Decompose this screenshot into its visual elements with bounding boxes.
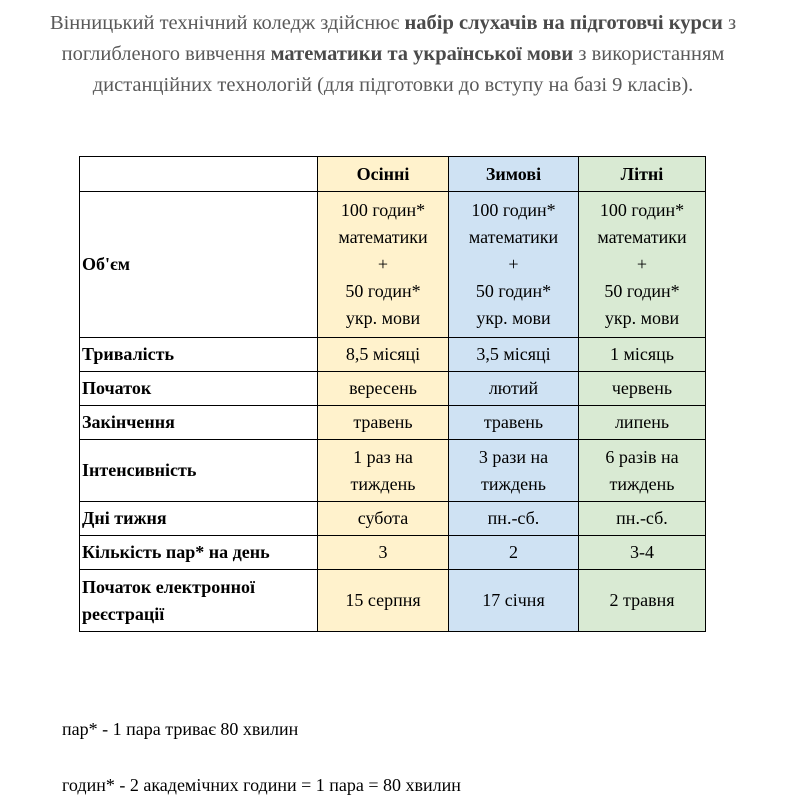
volume-line: + — [636, 254, 648, 274]
volume-line: 100 годин* — [599, 200, 685, 220]
table-cell: липень — [579, 406, 706, 440]
table-row — [80, 192, 706, 338]
row-label: Закінчення — [80, 406, 318, 440]
intro-text — [40, 8, 746, 101]
volume-line: + — [508, 254, 519, 274]
table-cell: субота — [318, 502, 449, 536]
table-row — [80, 372, 706, 406]
volume-line: 50 годин* — [475, 281, 552, 301]
header-winter: Зимові — [449, 157, 579, 192]
table-row — [80, 406, 706, 440]
header-empty-cell — [80, 157, 318, 192]
table-cell: лютий — [449, 372, 579, 406]
volume-line: + — [377, 254, 389, 274]
table-cell: 3-4 — [579, 536, 706, 570]
volume-line: математики — [338, 227, 428, 247]
table-row — [80, 536, 706, 570]
cell-line: 3 рази на — [478, 446, 549, 467]
header-row — [80, 157, 706, 192]
intro-bold: математики та української мови — [270, 43, 574, 65]
volume-line: укр. мови — [604, 308, 680, 328]
cell-line: тиждень — [350, 473, 416, 494]
table-cell: червень — [579, 372, 706, 406]
volume-cell-winter — [449, 192, 579, 338]
table-cell: травень — [318, 406, 449, 440]
cell-line: тиждень — [481, 473, 546, 494]
row-label: Інтенсивність — [80, 440, 318, 502]
volume-line: укр. мови — [476, 308, 551, 328]
intro-part: з поглибленого вивчення — [61, 12, 737, 65]
table-cell: 1 місяць — [579, 338, 706, 372]
table-cell: 17 січня — [449, 570, 579, 632]
table-cell: 3 — [318, 536, 449, 570]
cell-line: 1 раз на — [353, 446, 413, 467]
table-cell — [579, 440, 706, 502]
volume-cell-autumn — [318, 192, 449, 338]
row-label: Об'єм — [80, 192, 318, 338]
volume-line: 100 годин* — [340, 200, 426, 220]
volume-line: 100 годин* — [471, 200, 556, 220]
table-cell — [449, 440, 579, 502]
intro-part: з використанням дистанційних технологій (для підготовки до вступу на базі 9 класів). — [92, 43, 725, 96]
volume-line: 50 годин* — [345, 281, 421, 301]
table-cell: травень — [449, 406, 579, 440]
table-row — [80, 338, 706, 372]
label-line: реєстрації — [82, 603, 165, 624]
label-line: Початок електронної — [82, 576, 255, 597]
volume-line: укр. мови — [345, 308, 421, 328]
row-label — [80, 570, 318, 632]
header-summer: Літні — [579, 157, 706, 192]
volume-line: математики — [597, 227, 687, 247]
table-cell: пн.-сб. — [579, 502, 706, 536]
footnote-pair: пар* - 1 пара триває 80 хвилин — [62, 719, 299, 739]
volume-line: 50 годин* — [604, 281, 680, 301]
header-autumn: Осінні — [318, 157, 449, 192]
cell-line: 6 разів на — [605, 446, 679, 467]
table-row — [80, 440, 706, 502]
volume-cell-summer — [579, 192, 706, 338]
intro-bold: набір слухачів на підготовчі курси — [404, 12, 723, 34]
row-label: Дні тижня — [80, 502, 318, 536]
table-cell: 2 травня — [579, 570, 706, 632]
row-label: Тривалість — [80, 338, 318, 372]
table-cell: 15 серпня — [318, 570, 449, 632]
row-label: Кількість пар* на день — [80, 536, 318, 570]
volume-line: математики — [468, 227, 559, 247]
intro-part: Вінницький технічний коледж здійснює — [49, 12, 405, 34]
table-row — [80, 502, 706, 536]
table-row — [80, 570, 706, 632]
table-cell: вересень — [318, 372, 449, 406]
table-cell: 8,5 місяці — [318, 338, 449, 372]
footnote-hours: годин* - 2 академічних години = 1 пара = 80 хвилин — [62, 775, 461, 795]
courses-table — [79, 156, 706, 632]
table-cell: 3,5 місяці — [449, 338, 579, 372]
table-cell: пн.-сб. — [449, 502, 579, 536]
cell-line: тиждень — [609, 473, 675, 494]
row-label: Початок — [80, 372, 318, 406]
table-cell — [318, 440, 449, 502]
table-cell: 2 — [449, 536, 579, 570]
